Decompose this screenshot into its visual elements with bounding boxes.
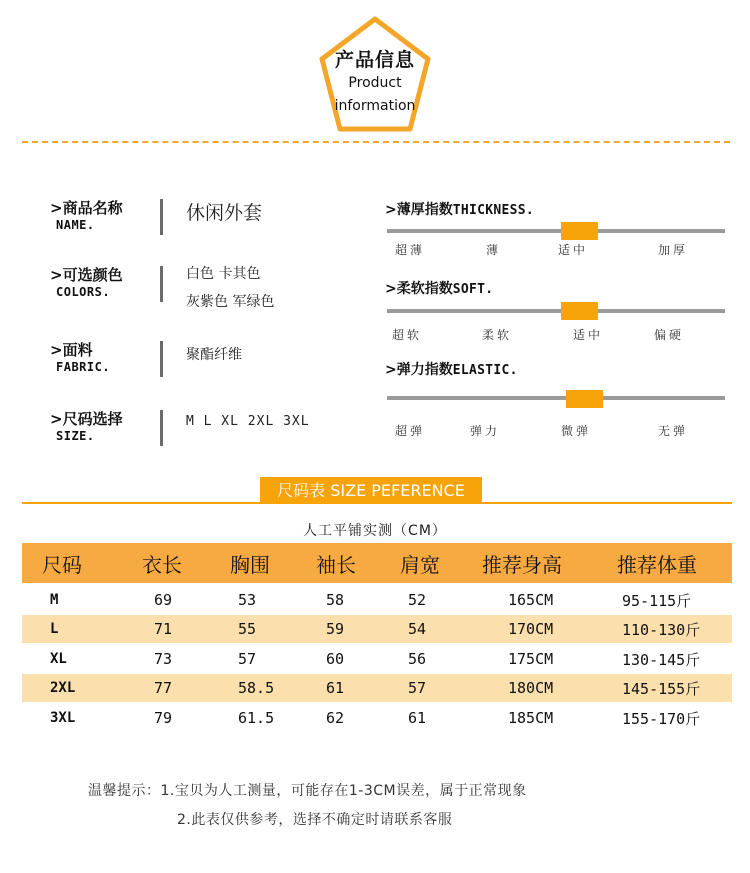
- scale-label: 适中: [573, 328, 604, 342]
- badge-subtitle-1: Product: [348, 75, 402, 91]
- cell-shoulder: 61: [408, 709, 427, 727]
- scale-label: 加厚: [658, 243, 689, 257]
- cell-size: L: [50, 621, 59, 637]
- cell-sleeve: 61: [326, 679, 345, 697]
- cell-height: 185CM: [508, 709, 554, 727]
- cell-shoulder: 57: [408, 679, 427, 697]
- table-row: [22, 674, 732, 702]
- index-title-en: THICKNESS.: [452, 203, 535, 218]
- size-table-title: 尺码表 SIZE PEFERENCE: [260, 477, 482, 504]
- cell-weight: 130-145斤: [622, 650, 701, 669]
- colors-value: [186, 260, 274, 316]
- scale-label: 弹力: [470, 424, 501, 438]
- index-title: [385, 278, 730, 298]
- cell-size: 2XL: [50, 680, 76, 696]
- cell-chest: 55: [238, 620, 257, 638]
- label-cn: >尺码选择: [50, 410, 123, 428]
- index-title-cn: >弹力指数: [385, 362, 453, 378]
- cell-sleeve: 58: [326, 591, 345, 609]
- cell-length: 79: [154, 709, 173, 727]
- header-cell: 推荐身高: [482, 552, 562, 577]
- label-en: SIZE.: [56, 429, 95, 443]
- tip-line-1: 温馨提示：1.宝贝为人工测量，可能存在1-3CM误差，属于正常现象: [88, 783, 527, 799]
- pentagon-frame-icon: [318, 15, 432, 133]
- header-cell: 肩宽: [400, 552, 440, 577]
- cell-weight: 95-115斤: [622, 591, 692, 610]
- cell-weight: 155-170斤: [622, 709, 701, 728]
- cell-size: M: [50, 592, 59, 608]
- header-cell: 推荐体重: [617, 552, 697, 577]
- colors-line-2: 灰紫色 军绿色: [186, 294, 275, 310]
- size-options-value: M L XL 2XL 3XL: [186, 414, 310, 429]
- scale-label: 无弹: [658, 424, 689, 438]
- header-cell: 尺码: [42, 552, 82, 577]
- index-track: [387, 396, 725, 400]
- header-cell: 胸围: [230, 552, 270, 577]
- cell-length: 73: [154, 650, 173, 668]
- product-name-value: 休闲外套: [186, 202, 263, 224]
- scale-label: 偏硬: [654, 328, 685, 342]
- cell-weight: 110-130斤: [622, 620, 701, 639]
- size-table-header: [22, 543, 732, 583]
- cell-chest: 58.5: [238, 679, 275, 697]
- separator: [160, 410, 163, 446]
- cell-height: 170CM: [508, 620, 554, 638]
- fabric-value: 聚酯纤维: [186, 347, 242, 363]
- header-cell: 衣长: [142, 552, 182, 577]
- softness-index: [385, 278, 730, 348]
- index-knob: [566, 390, 603, 408]
- cell-weight: 145-155斤: [622, 679, 701, 698]
- cell-height: 180CM: [508, 679, 554, 697]
- label-cn: >可选颜色: [50, 266, 123, 284]
- colors-line-1: 白色 卡其色: [186, 266, 261, 282]
- label-en: FABRIC.: [56, 360, 111, 374]
- info-label-name: [50, 199, 150, 233]
- badge-title: 产品信息: [334, 49, 415, 71]
- table-row: [22, 586, 732, 614]
- label-cn: >面料: [50, 341, 93, 359]
- index-track: [387, 229, 725, 233]
- scale-label: 超薄: [395, 243, 426, 257]
- index-title-cn: >薄厚指数: [385, 202, 453, 218]
- scale-label: 柔软: [482, 328, 513, 342]
- cell-length: 69: [154, 591, 173, 609]
- table-row: [22, 615, 732, 643]
- elasticity-index: [385, 359, 730, 439]
- index-knob: [561, 222, 598, 240]
- cell-shoulder: 52: [408, 591, 427, 609]
- cell-length: 77: [154, 679, 173, 697]
- measure-note: 人工平铺实测（CM）: [303, 523, 447, 539]
- cell-sleeve: 62: [326, 709, 345, 727]
- header-cell: 袖长: [316, 552, 356, 577]
- header-divider: [22, 141, 730, 143]
- index-knob: [561, 302, 598, 320]
- table-row: [22, 645, 732, 673]
- cell-height: 165CM: [508, 591, 554, 609]
- index-title-en: SOFT.: [452, 282, 494, 297]
- cell-chest: 57: [238, 650, 257, 668]
- scale-label: 适中: [558, 243, 589, 257]
- label-cn: >商品名称: [50, 199, 123, 217]
- scale-label: 超弹: [395, 424, 426, 438]
- separator: [160, 266, 163, 302]
- index-title-en: ELASTIC.: [452, 363, 518, 378]
- scale-label: 薄: [486, 243, 502, 257]
- cell-height: 175CM: [508, 650, 554, 668]
- cell-sleeve: 59: [326, 620, 345, 638]
- index-title: [385, 359, 730, 379]
- cell-length: 71: [154, 620, 173, 638]
- cell-chest: 61.5: [238, 709, 275, 727]
- cell-shoulder: 54: [408, 620, 427, 638]
- tip-line-2: 2.此表仅供参考，选择不确定时请联系客服: [177, 812, 453, 828]
- separator: [160, 341, 163, 377]
- product-info-badge: [318, 15, 432, 133]
- table-row: [22, 704, 732, 732]
- cell-size: 3XL: [50, 710, 76, 726]
- info-label-colors: [50, 266, 150, 300]
- badge-subtitle-2: information: [334, 98, 416, 114]
- index-title-cn: >柔软指数: [385, 281, 453, 297]
- cell-size: XL: [50, 651, 67, 667]
- label-en: NAME.: [56, 218, 95, 232]
- info-label-size: [50, 410, 150, 444]
- cell-chest: 53: [238, 591, 257, 609]
- cell-shoulder: 56: [408, 650, 427, 668]
- separator: [160, 199, 163, 235]
- cell-sleeve: 60: [326, 650, 345, 668]
- scale-label: 超软: [392, 328, 423, 342]
- index-title: [385, 199, 730, 219]
- info-label-fabric: [50, 341, 150, 375]
- scale-label: 微弹: [561, 424, 592, 438]
- index-track: [387, 309, 725, 313]
- label-en: COLORS.: [56, 285, 111, 299]
- thickness-index: [385, 199, 730, 269]
